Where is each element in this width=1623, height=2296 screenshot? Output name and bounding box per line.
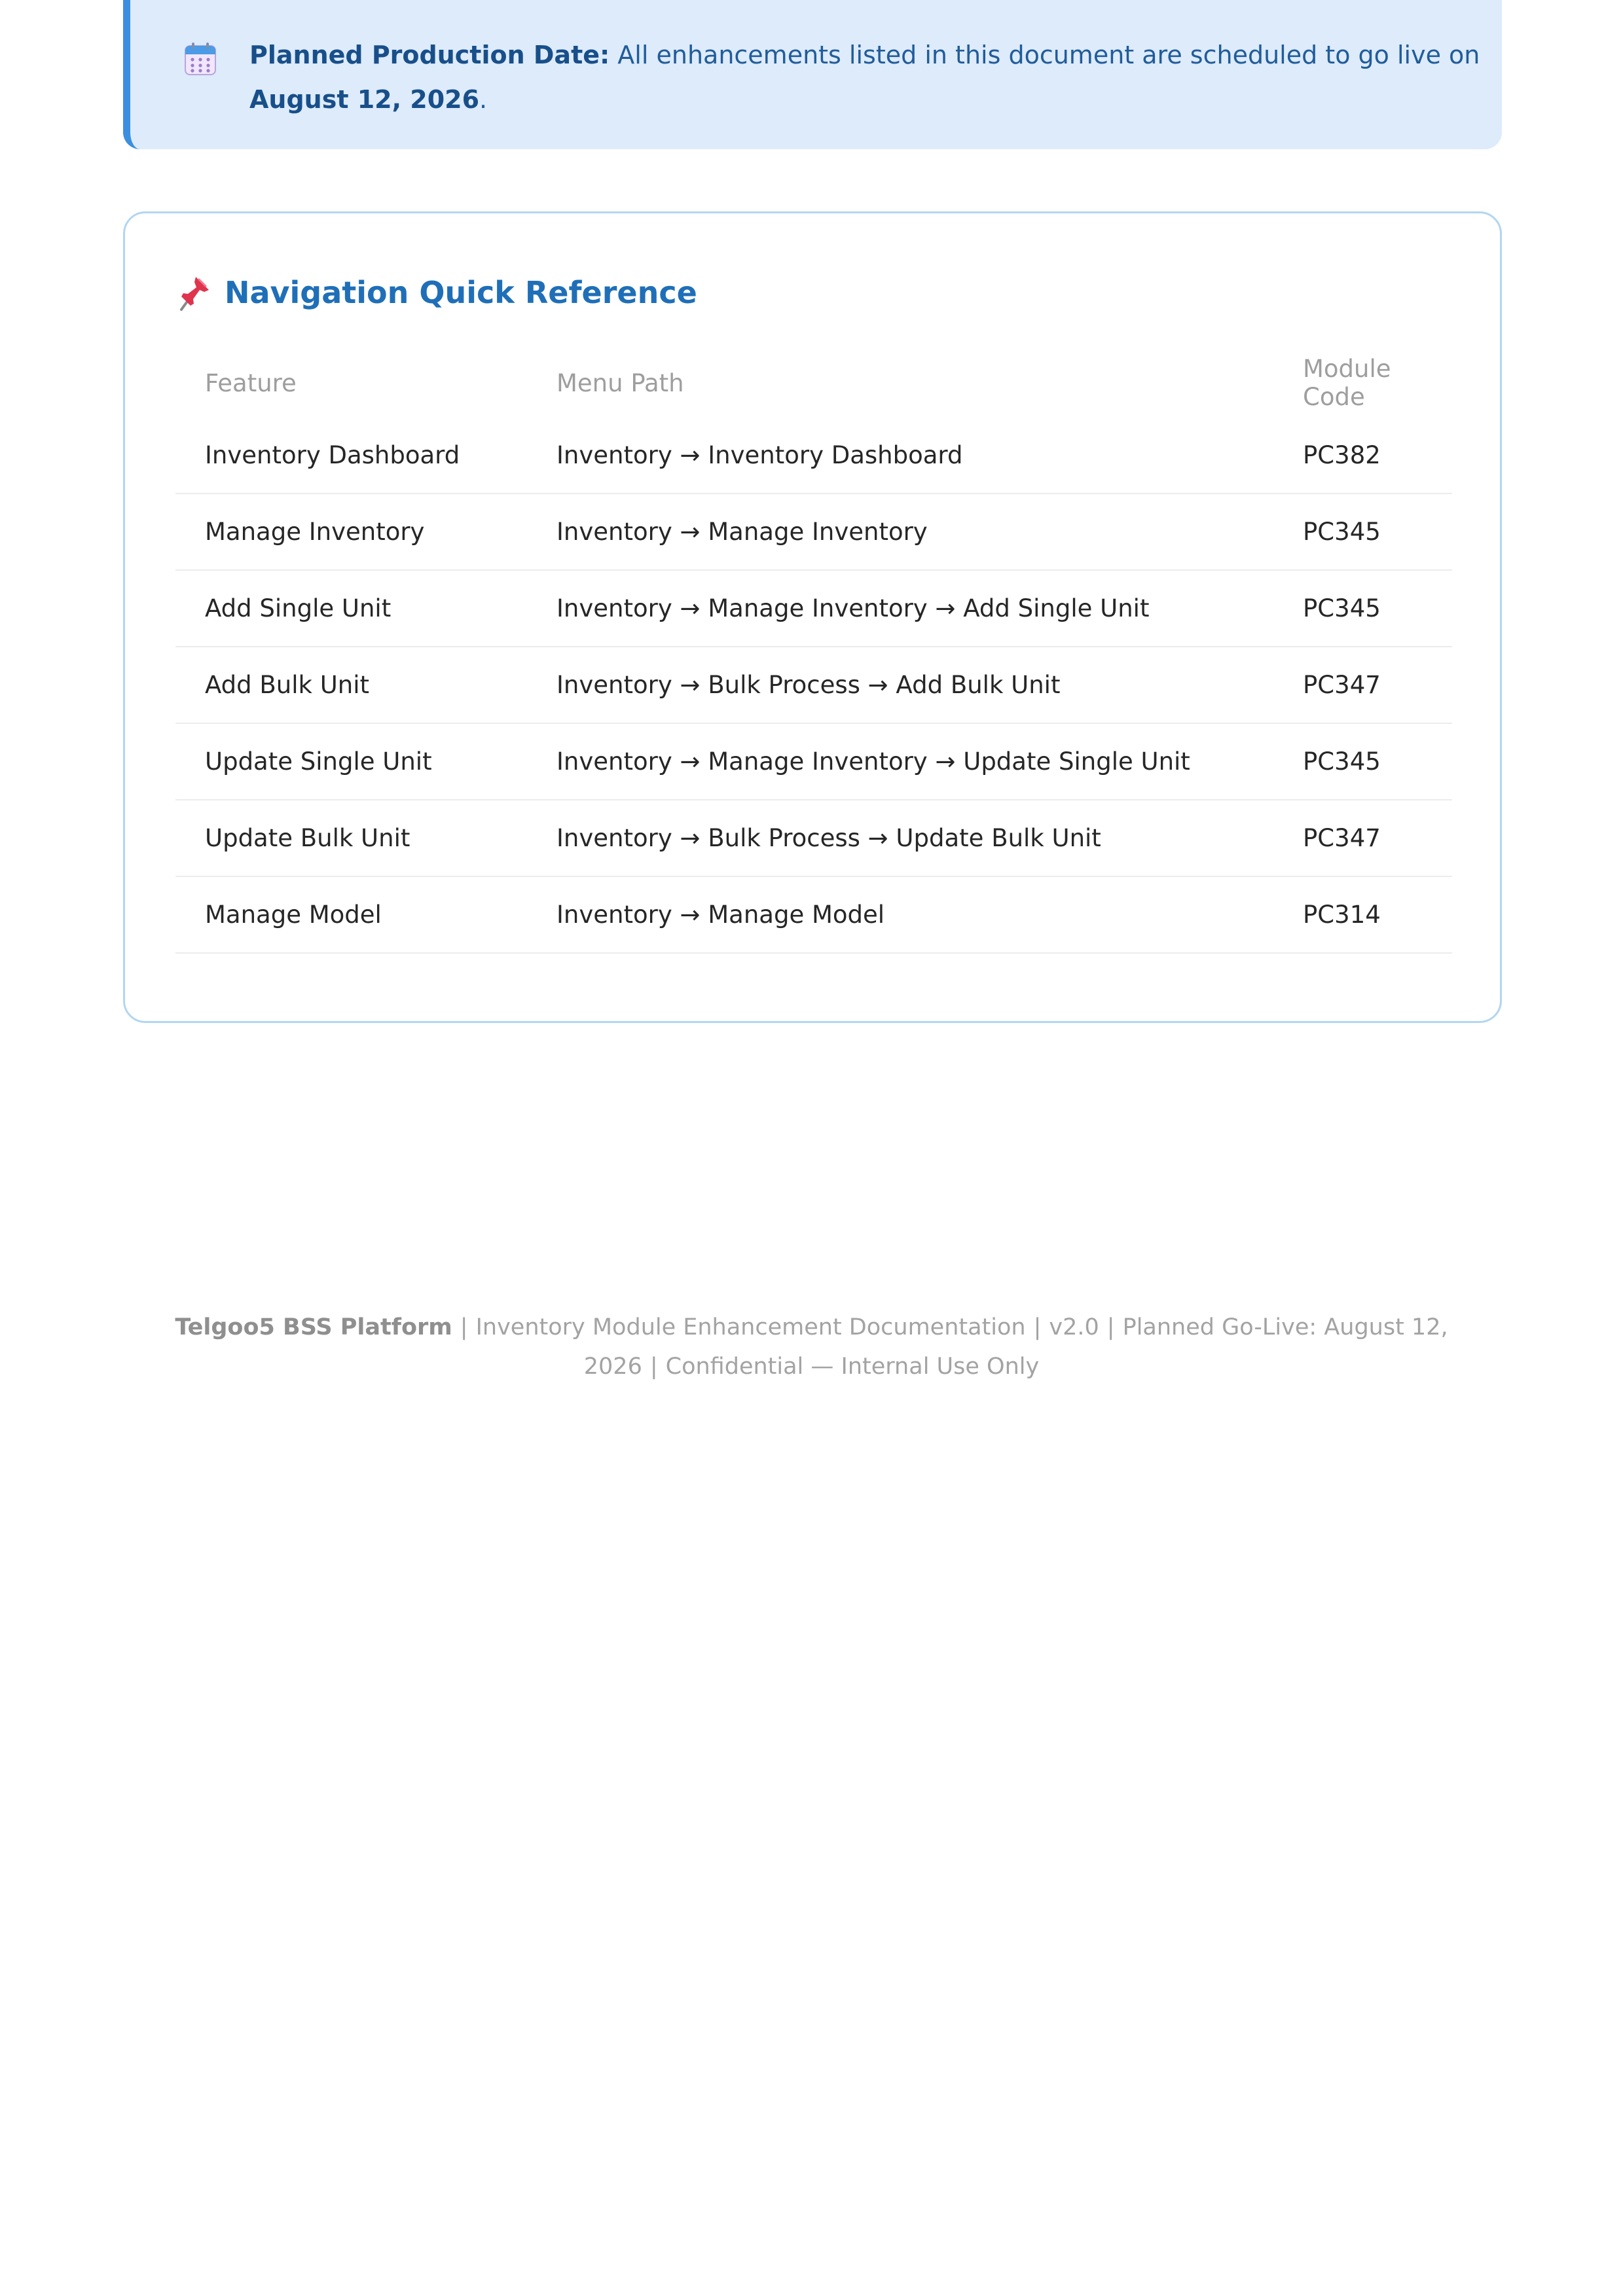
callout-suffix: .	[479, 85, 488, 114]
table-row	[175, 493, 1452, 570]
footer-doc-name: Inventory Module Enhancement Documentation	[475, 1314, 1026, 1340]
table-row	[175, 876, 1452, 953]
footer-brand: Telgoo5 BSS Platform	[175, 1314, 452, 1340]
navigation-table	[175, 348, 1452, 954]
column-header-feature: Feature	[205, 368, 297, 397]
footer-separator: |	[1033, 1314, 1042, 1340]
footer-go-live: Planned Go-Live: August 12, 2026	[583, 1314, 1448, 1380]
module-code-cell: PC345	[1273, 570, 1452, 647]
footer-separator: |	[649, 1354, 658, 1380]
footer-confidentiality: Confidential — Internal Use Only	[665, 1354, 1040, 1380]
table-row	[175, 570, 1452, 647]
module-code-cell: PC347	[1273, 800, 1452, 876]
feature-cell: Update Single Unit	[175, 723, 527, 800]
production-date-callout	[123, 0, 1502, 149]
pushpin-icon	[177, 274, 211, 311]
column-header-module-code: Module Code	[1303, 355, 1391, 411]
card-title: Navigation Quick Reference	[225, 275, 697, 310]
table-row	[175, 723, 1452, 800]
column-header-menu-path: Menu Path	[556, 368, 684, 397]
table-row	[175, 800, 1452, 876]
navigation-reference-card	[123, 211, 1502, 1023]
module-code-cell: PC314	[1273, 876, 1452, 953]
callout-text	[249, 33, 1480, 122]
menu-path-cell: Inventory → Bulk Process → Update Bulk Unit	[527, 800, 1273, 876]
calendar-icon	[184, 42, 217, 76]
feature-cell: Add Single Unit	[175, 570, 527, 647]
feature-cell: Add Bulk Unit	[175, 647, 527, 723]
page-footer	[79, 1308, 1544, 1386]
footer-separator: |	[1106, 1314, 1115, 1340]
feature-cell: Inventory Dashboard	[175, 418, 527, 493]
table-header-row	[175, 348, 1452, 418]
module-code-cell: PC345	[1273, 493, 1452, 570]
module-code-cell: PC347	[1273, 647, 1452, 723]
feature-cell: Manage Model	[175, 876, 527, 953]
menu-path-cell: Inventory → Bulk Process → Add Bulk Unit	[527, 647, 1273, 723]
feature-cell: Manage Inventory	[175, 493, 527, 570]
table-row	[175, 647, 1452, 723]
menu-path-cell: Inventory → Manage Inventory → Add Single Unit	[527, 570, 1273, 647]
footer-version: v2.0	[1049, 1314, 1099, 1340]
feature-cell: Update Bulk Unit	[175, 800, 527, 876]
footer-separator: |	[460, 1314, 468, 1340]
module-code-cell: PC345	[1273, 723, 1452, 800]
callout-date: August 12, 2026	[249, 85, 480, 114]
menu-path-cell: Inventory → Manage Inventory	[527, 493, 1273, 570]
callout-body: All enhancements listed in this document are scheduled to go live on	[617, 41, 1480, 69]
card-heading	[177, 270, 697, 315]
menu-path-cell: Inventory → Manage Inventory → Update Single Unit	[527, 723, 1273, 800]
table-row	[175, 418, 1452, 493]
callout-label: Planned Production Date:	[249, 41, 610, 69]
module-code-cell: PC382	[1273, 418, 1452, 493]
menu-path-cell: Inventory → Manage Model	[527, 876, 1273, 953]
menu-path-cell: Inventory → Inventory Dashboard	[527, 418, 1273, 493]
